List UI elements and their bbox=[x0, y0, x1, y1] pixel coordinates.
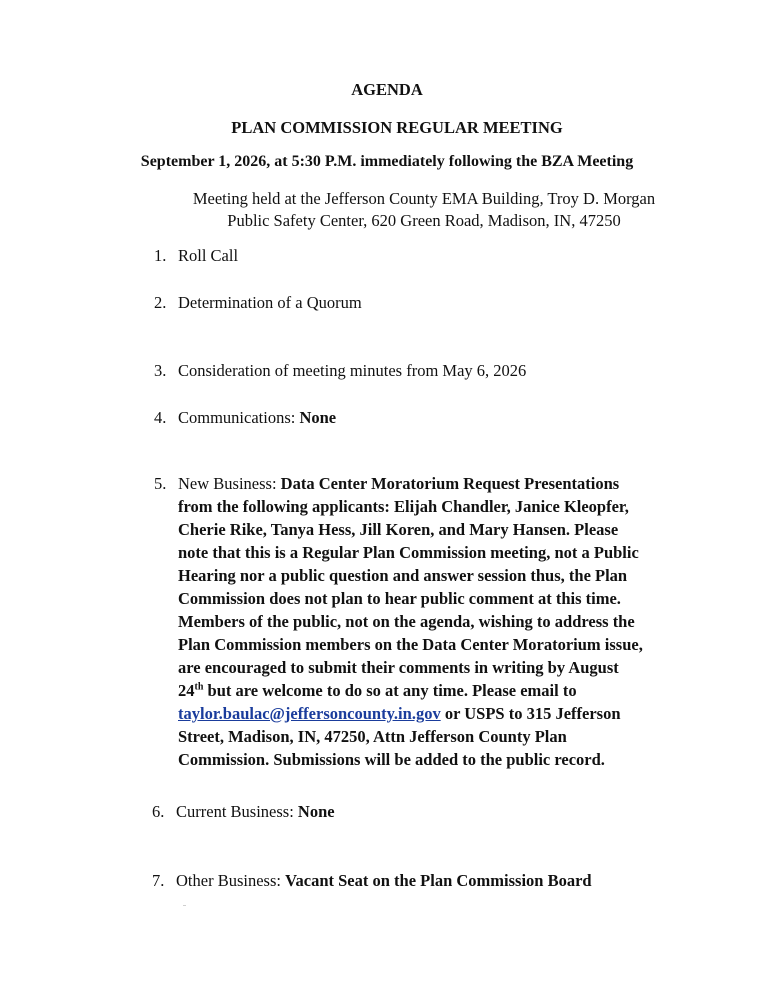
item-label: Other Business: bbox=[176, 871, 286, 890]
agenda-item-other-business bbox=[152, 870, 592, 892]
new-business-line-7: Members of the public, not on the agenda, wishing to address the bbox=[178, 612, 635, 631]
item-label: New Business: bbox=[178, 474, 281, 493]
email-link[interactable]: taylor.baulac@jeffersoncounty.in.gov bbox=[178, 704, 441, 723]
new-business-line-11 bbox=[178, 702, 674, 725]
item-number: 4. bbox=[154, 408, 167, 427]
agenda-item-current-business bbox=[152, 801, 335, 823]
scan-speck bbox=[183, 905, 186, 906]
location-line-1: Meeting held at the Jefferson County EMA Building, Troy D. Morgan bbox=[192, 189, 656, 208]
new-business-line-9: are encouraged to submit their comments in writing by August bbox=[178, 658, 619, 677]
new-business-line-12: Street, Madison, IN, 47250, Attn Jefferson County Plan bbox=[178, 727, 567, 746]
item-label: Determination of a Quorum bbox=[178, 293, 362, 312]
new-business-line-2: from the following applicants: Elijah Chandler, Janice Kleopfer, bbox=[178, 497, 629, 516]
agenda-item-communications bbox=[154, 407, 336, 429]
agenda-item-minutes bbox=[154, 360, 526, 382]
agenda-item-new-business bbox=[154, 472, 674, 771]
item-number: 1. bbox=[154, 246, 167, 265]
meeting-datetime-heading: September 1, 2026, at 5:30 P.M. immediately following the BZA Meeting bbox=[140, 153, 634, 170]
new-business-line-10-text: but are welcome to do so at any time. Please email to bbox=[203, 681, 577, 700]
new-business-line-6: Commission does not plan to hear public comment at this time. bbox=[178, 589, 621, 608]
deadline-day: 24 bbox=[178, 681, 195, 700]
item-value: None bbox=[299, 408, 337, 427]
new-business-line-11-text: or USPS to 315 Jefferson bbox=[440, 704, 621, 723]
item-number: 6. bbox=[152, 802, 165, 821]
new-business-line-5: Hearing nor a public question and answer session thus, the Plan bbox=[178, 566, 628, 585]
deadline-day-suffix: th bbox=[194, 681, 204, 693]
new-business-line-13: Commission. Submissions will be added to the public record. bbox=[178, 750, 605, 769]
item-number: 2. bbox=[154, 293, 167, 312]
location-line-2: Public Safety Center, 620 Green Road, Madison, IN, 47250 bbox=[227, 211, 621, 230]
new-business-line-1: Data Center Moratorium Request Presentations bbox=[280, 474, 620, 493]
new-business-line-8: Plan Commission members on the Data Center Moratorium issue, bbox=[178, 635, 643, 654]
item-number: 3. bbox=[154, 361, 167, 380]
new-business-line-4: note that this is a Regular Plan Commission meeting, not a Public bbox=[178, 543, 639, 562]
item-number: 5. bbox=[154, 474, 167, 493]
new-business-line-10 bbox=[178, 679, 674, 702]
item-value: None bbox=[297, 802, 335, 821]
item-label: Communications: bbox=[178, 408, 300, 427]
agenda-item-quorum bbox=[154, 292, 362, 314]
item-label: Consideration of meeting minutes from May 6, 2026 bbox=[178, 361, 527, 380]
agenda-item-roll-call bbox=[154, 245, 238, 267]
item-label: Current Business: bbox=[176, 802, 298, 821]
meeting-location bbox=[150, 188, 698, 232]
item-label: Roll Call bbox=[178, 246, 239, 265]
new-business-line-3: Cherie Rike, Tanya Hess, Jill Koren, and Mary Hansen. Please bbox=[178, 520, 619, 539]
item-value: Vacant Seat on the Plan Commission Board bbox=[285, 871, 592, 890]
item-number: 7. bbox=[152, 871, 165, 890]
meeting-type-heading: PLAN COMMISSION REGULAR MEETING bbox=[231, 118, 563, 137]
agenda-title: AGENDA bbox=[351, 80, 423, 99]
